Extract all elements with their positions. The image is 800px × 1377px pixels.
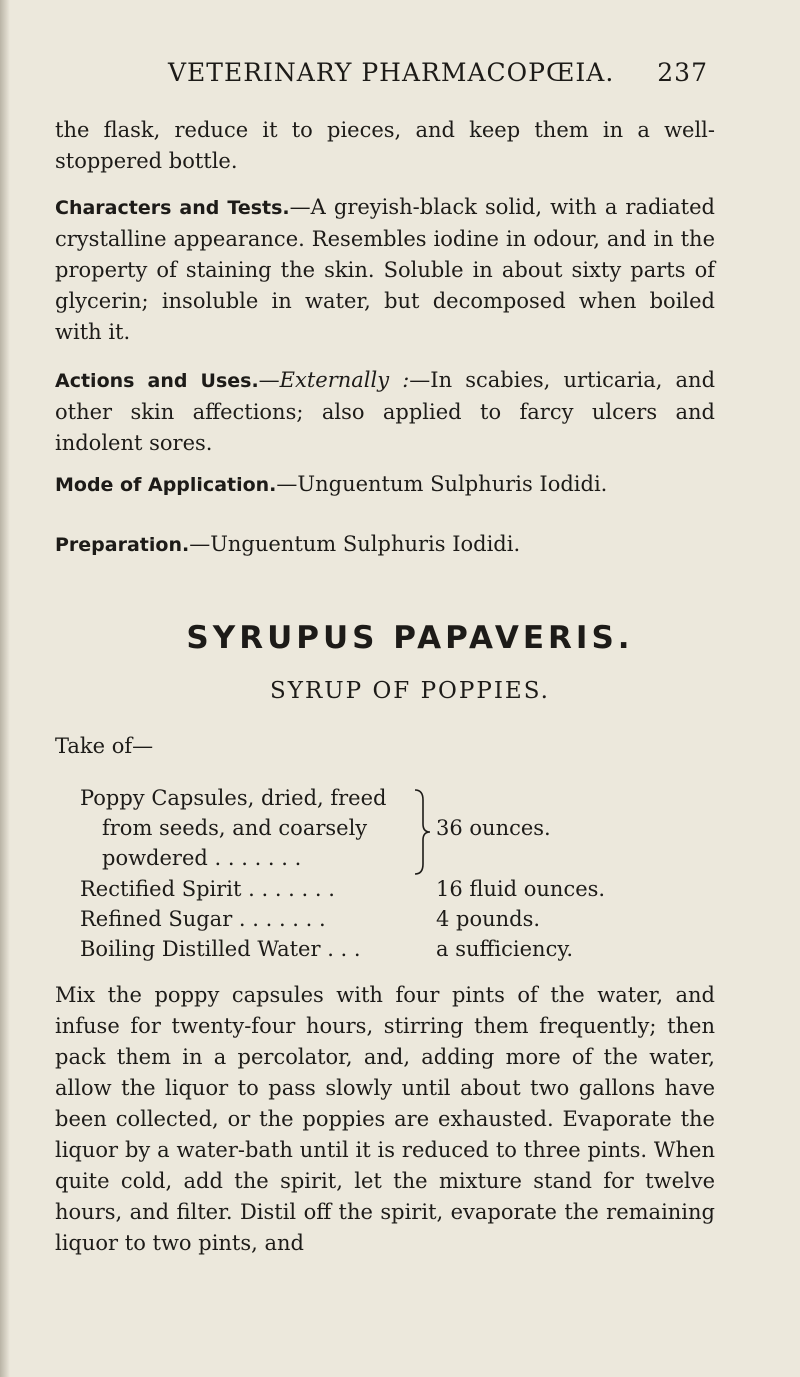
ingredient-name-line: from seeds, and coarsely (102, 816, 368, 840)
ingredient-quantity: 4 pounds. (436, 907, 541, 931)
ingredient-name: Boiling Distilled Water . . . (80, 937, 361, 961)
heading-characters-and-tests: Characters and Tests. (55, 197, 290, 219)
paragraph-text: the flask, reduce it to pieces, and keep them in a well-stoppered bottle. (55, 118, 715, 173)
section-subtitle: SYRUP OF POPPIES. (270, 678, 550, 704)
ingredient-quantity: 16 fluid ounces. (436, 877, 606, 901)
paragraph-characters-and-tests (55, 192, 715, 348)
paragraph-text: Mix the poppy capsules with four pints of the water, and infuse for twenty-four hours, stirring them frequently; then pack them in a percolator, and, adding more of the water, allow the liquor to pass slowly until about two gallons have been collected, or the poppies are exhausted. Evaporate the liquor by a water-bath until it is reduced to three pints. When quite cold, add the spirit, let the mixture stand for twelve hours, and filter. Distil off the spirit, evaporate the remaining liquor to two pints, and (55, 983, 715, 1255)
paragraph-text: —In scabies, urticaria, and other skin affections; also applied to farcy ulcers and indolent sores. (55, 368, 716, 455)
ingredient-name: Rectified Spirit . . . . . . . (80, 877, 335, 901)
brace-icon (413, 786, 433, 878)
paragraph-text: —A greyish-black solid, with a radiated crystalline appearance. Resembles iodine in odour, and in the property of staining the skin. Soluble in about sixty parts of glycerin; insoluble in water, but decomposed when boiled with it. (55, 195, 715, 344)
ingredient-name: Refined Sugar . . . . . . . (80, 907, 326, 931)
paragraph-mode-of-application (55, 469, 715, 501)
paragraph-text: —Unguentum Sulphuris Iodidi. (189, 532, 521, 556)
paragraph-text: —Unguentum Sulphuris Iodidi. (276, 472, 608, 496)
running-head-title: VETERINARY PHARMACOPŒIA. (168, 58, 615, 87)
ingredient-quantity: a sufficiency. (436, 937, 574, 961)
paragraph-actions-and-uses (55, 365, 715, 459)
page-number: 237 (657, 58, 708, 87)
section-title: SYRUPUS PAPAVERIS. (186, 620, 634, 656)
paragraph-continuation (55, 115, 715, 177)
ingredient-name-line: powdered . . . . . . . (102, 846, 302, 870)
ingredient-quantity: 36 ounces. (436, 816, 551, 840)
ingredient-name-line: Poppy Capsules, dried, freed (80, 786, 387, 810)
dash: — (258, 368, 280, 392)
take-of-label: Take of— (55, 734, 154, 758)
running-head (168, 58, 708, 92)
heading-actions-and-uses: Actions and Uses. (55, 370, 259, 392)
italic-externally: Externally : (279, 368, 410, 392)
paragraph-directions (55, 980, 715, 1259)
heading-mode-of-application: Mode of Application. (55, 474, 277, 496)
paragraph-preparation (55, 529, 715, 561)
heading-preparation: Preparation. (55, 534, 190, 556)
